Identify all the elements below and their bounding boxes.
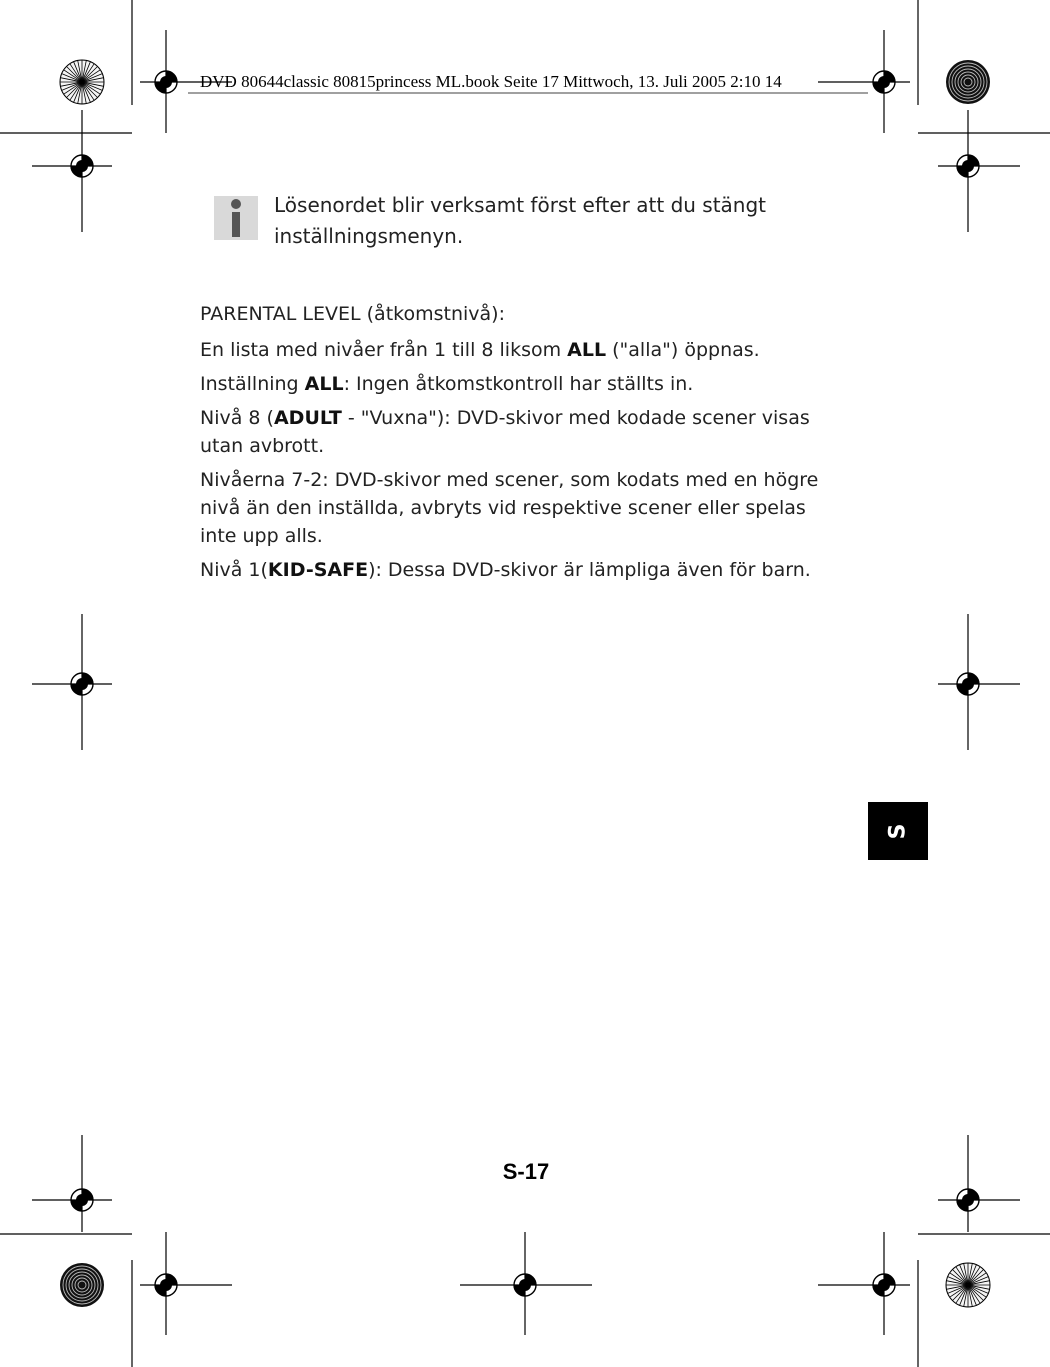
- heading-term: PARENTAL LEVEL: [200, 303, 361, 325]
- parental-level-section: [200, 300, 840, 590]
- language-tab: [868, 802, 928, 860]
- term-all: ALL: [567, 339, 607, 361]
- text: ("alla") öppnas.: [606, 339, 760, 361]
- text: - "Vuxna"): DVD-skivor med kodade scener visas utan avbrott.: [200, 407, 810, 457]
- paragraph-setting-all: [200, 370, 840, 398]
- term-kid-safe: KID-SAFE: [267, 559, 369, 581]
- section-heading: [200, 300, 840, 328]
- text: Nivå 8 (: [200, 407, 274, 429]
- paragraph-level-1: [200, 556, 840, 584]
- term-adult: ADULT: [273, 407, 342, 429]
- text: : Ingen åtkomstkontroll har ställts in.: [343, 373, 694, 395]
- paragraph-levels-7-2: Nivåerna 7-2: DVD-skivor med scener, som kodats med en högre nivå än den inställda, avbryts vid respektive scener eller spelas inte upp alls.: [200, 469, 819, 547]
- paragraph-level-8: [200, 404, 840, 460]
- text: Inställning: [200, 373, 305, 395]
- heading-translation: (åtkomstnivå):: [360, 303, 505, 325]
- note-text: Lösenordet blir verksamt först efter att du stängt inställningsmenyn.: [274, 193, 767, 248]
- language-tab-label: S: [885, 823, 911, 839]
- page-number: S-17: [502, 1159, 550, 1184]
- info-icon: [214, 196, 258, 240]
- text: En lista med nivåer från 1 till 8 liksom: [200, 339, 568, 361]
- text: Nivå 1(: [200, 559, 268, 581]
- term-all: ALL: [304, 373, 344, 395]
- text: ): Dessa DVD-skivor är lämpliga även för barn.: [368, 559, 811, 581]
- print-header: DVD 80644classic 80815princess ML.book Seite 17 Mittwoch, 13. Juli 2005 2:10 14: [200, 72, 782, 91]
- paragraph-levels-list: [200, 336, 840, 364]
